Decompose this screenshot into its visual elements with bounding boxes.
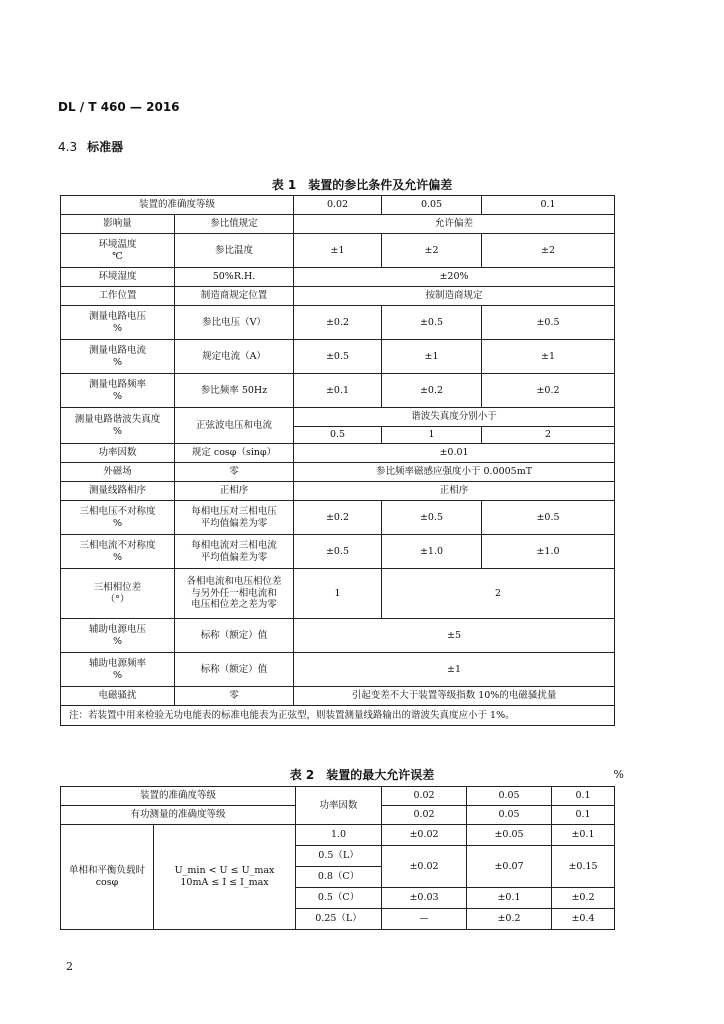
table2-caption-number: 表 2 — [289, 768, 315, 782]
table-cell: ±0.1 — [552, 825, 615, 846]
influence-factor: 测量电路电压 % — [61, 306, 175, 340]
table-cell: ±0.02 — [382, 846, 467, 888]
active-accuracy-header: 有功测量的准确度等级 — [61, 806, 296, 825]
reference-value: 规定 cosφ（sinφ） — [175, 444, 294, 463]
reference-value: 参比温度 — [175, 234, 294, 268]
reference-value: 规定电流（A） — [175, 340, 294, 374]
page-number: 2 — [66, 960, 73, 973]
reference-value: 零 — [175, 687, 294, 706]
table-cell: 0.5（C） — [296, 888, 382, 909]
reference-value: 制造商规定位置 — [175, 287, 294, 306]
table-cell: ±0.5 — [482, 501, 615, 535]
table-row — [61, 569, 615, 619]
reference-value: 标称（额定）值 — [175, 619, 294, 653]
table-cell: ±0.4 — [552, 909, 615, 930]
table-cell: ±1 — [382, 340, 482, 374]
table1-note: 注：若装置中用来检验无功电能表的标准电能表为正弦型，则装置测量线路输出的谐波失真度应小于 1%。 — [61, 706, 615, 726]
table-row — [61, 408, 615, 427]
table-cell: ±0.2 — [467, 909, 552, 930]
table-row — [61, 234, 615, 268]
column-header: 允许偏差 — [294, 215, 615, 234]
table-row — [61, 306, 615, 340]
table-cell: 0.05 — [382, 196, 482, 215]
table-cell: 0.5（L） — [296, 846, 382, 867]
table-row — [61, 287, 615, 306]
table-row — [61, 653, 615, 687]
section-heading — [58, 138, 123, 155]
reference-conditions-table — [60, 195, 615, 726]
table-cell: ±0.07 — [467, 846, 552, 888]
table-cell: — — [382, 909, 467, 930]
table-cell: ±0.03 — [382, 888, 467, 909]
range-condition: U_min < U ≤ U_max 10mA ≤ I ≤ I_max — [154, 825, 296, 930]
table-row — [61, 215, 615, 234]
influence-factor: 测量电路电流 % — [61, 340, 175, 374]
influence-factor: 辅助电源电压 % — [61, 619, 175, 653]
table-cell: ±20% — [294, 268, 615, 287]
table-row — [61, 482, 615, 501]
reference-value: 各相电流和电压相位差 与另外任一相电流和 电压相位差之差为零 — [175, 569, 294, 619]
influence-factor: 辅助电源频率 % — [61, 653, 175, 687]
influence-factor: 外磁场 — [61, 463, 175, 482]
table-cell: ±1 — [294, 234, 382, 268]
table1-caption-title: 装置的参比条件及允许偏差 — [308, 178, 453, 192]
table-cell: ±0.5 — [294, 535, 382, 569]
table2-caption-title: 装置的最大允许误差 — [326, 768, 435, 782]
table-cell: 0.02 — [382, 787, 467, 806]
table-cell: 0.05 — [467, 787, 552, 806]
influence-factor: 三相电压不对称度 % — [61, 501, 175, 535]
table-cell: 按制造商规定 — [294, 287, 615, 306]
table-cell: ±1.0 — [482, 535, 615, 569]
accuracy-class-header: 装置的准确度等级 — [61, 196, 294, 215]
table-row — [61, 535, 615, 569]
reference-value: 50%R.H. — [175, 268, 294, 287]
table-row — [61, 340, 615, 374]
table-cell: 参比频率磁感应强度小于 0.0005mT — [294, 463, 615, 482]
table-cell: 1 — [382, 427, 482, 444]
table-cell: 1 — [294, 569, 382, 619]
table-cell: ±2 — [382, 234, 482, 268]
max-permissible-error-table — [60, 786, 615, 930]
table-cell: ±1 — [294, 653, 615, 687]
table-cell: ±0.05 — [467, 825, 552, 846]
table-cell: 0.8（C） — [296, 867, 382, 888]
reference-value: 零 — [175, 463, 294, 482]
table-row — [61, 196, 615, 215]
table-cell: 谐波失真度分别小于 — [294, 408, 615, 427]
table-row — [61, 444, 615, 463]
reference-value: 参比电压（V） — [175, 306, 294, 340]
table-cell: 2 — [482, 427, 615, 444]
reference-value: 标称（额定）值 — [175, 653, 294, 687]
table-cell: 0.1 — [552, 806, 615, 825]
reference-value: 每相电流对三相电流 平均值偏差为零 — [175, 535, 294, 569]
table-row — [61, 501, 615, 535]
accuracy-class-header: 装置的准确度等级 — [61, 787, 296, 806]
influence-factor: 环境温度 ℃ — [61, 234, 175, 268]
column-header: 参比值规定 — [175, 215, 294, 234]
reference-value: 正弦波电压和电流 — [175, 408, 294, 444]
load-condition-label: 单相和平衡负载时 cosφ — [61, 825, 154, 930]
table-row — [61, 687, 615, 706]
influence-factor: 电磁骚扰 — [61, 687, 175, 706]
influence-factor: 功率因数 — [61, 444, 175, 463]
table-cell: ±0.2 — [482, 374, 615, 408]
table-cell: 0.05 — [467, 806, 552, 825]
table1-caption — [0, 176, 724, 193]
table-cell: ±0.5 — [382, 306, 482, 340]
table-cell: ±0.01 — [294, 444, 615, 463]
table-cell: ±1 — [482, 340, 615, 374]
table-cell: 引起变差不大于装置等级指数 10%的电磁骚扰量 — [294, 687, 615, 706]
section-number: 4.3 — [58, 140, 78, 154]
table-row — [61, 268, 615, 287]
power-factor-header: 功率因数 — [296, 787, 382, 825]
table-cell: ±0.15 — [552, 846, 615, 888]
influence-factor: 测量电路谐波失真度 % — [61, 408, 175, 444]
table-row — [61, 787, 615, 806]
document-id: DL / T 460 — 2016 — [58, 100, 180, 114]
table-cell: 0.02 — [294, 196, 382, 215]
table-cell: 2 — [382, 569, 615, 619]
section-title: 标准器 — [87, 140, 124, 154]
table-cell: ±1.0 — [382, 535, 482, 569]
table-cell: ±0.2 — [382, 374, 482, 408]
table-row — [61, 619, 615, 653]
table-cell: ±5 — [294, 619, 615, 653]
table-cell: 正相序 — [294, 482, 615, 501]
table-cell: 0.02 — [382, 806, 467, 825]
influence-factor: 环境湿度 — [61, 268, 175, 287]
column-header: 影响量 — [61, 215, 175, 234]
reference-value: 每相电压对三相电压 平均值偏差为零 — [175, 501, 294, 535]
table1-caption-number: 表 1 — [271, 178, 297, 192]
table-cell: 0.25（L） — [296, 909, 382, 930]
table-cell: ±0.5 — [482, 306, 615, 340]
table-cell: ±0.5 — [294, 340, 382, 374]
table-cell: ±0.1 — [294, 374, 382, 408]
table-cell: ±0.1 — [467, 888, 552, 909]
table-row — [61, 825, 615, 846]
table-cell: 1.0 — [296, 825, 382, 846]
reference-value: 正相序 — [175, 482, 294, 501]
table-cell: ±0.2 — [552, 888, 615, 909]
reference-value: 参比频率 50Hz — [175, 374, 294, 408]
table-cell: 0.1 — [552, 787, 615, 806]
influence-factor: 测量电路频率 % — [61, 374, 175, 408]
table-cell: ±0.02 — [382, 825, 467, 846]
table-cell: 0.5 — [294, 427, 382, 444]
table-row — [61, 374, 615, 408]
table-cell: ±0.2 — [294, 306, 382, 340]
influence-factor: 测量线路相序 — [61, 482, 175, 501]
table-row — [61, 706, 615, 726]
table-cell: ±2 — [482, 234, 615, 268]
table-cell: ±0.2 — [294, 501, 382, 535]
table-cell: ±0.5 — [382, 501, 482, 535]
influence-factor: 三相电流不对称度 % — [61, 535, 175, 569]
table2-unit: % — [613, 768, 624, 781]
table-cell: 0.1 — [482, 196, 615, 215]
influence-factor: 工作位置 — [61, 287, 175, 306]
table-row — [61, 463, 615, 482]
influence-factor: 三相相位差 （°） — [61, 569, 175, 619]
